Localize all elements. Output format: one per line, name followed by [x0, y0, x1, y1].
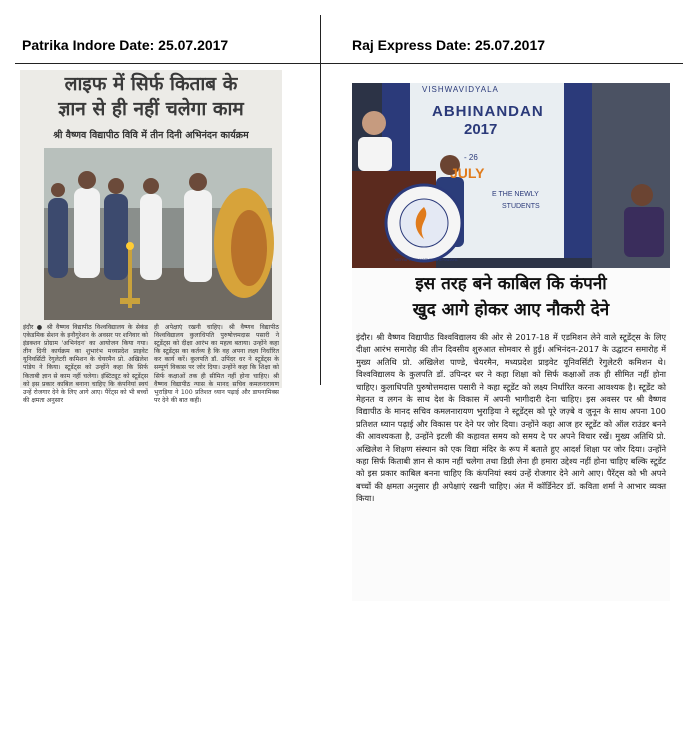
column-divider: [320, 15, 321, 385]
university-seal: VIDYAPEETH VISHWAVIDYALAYA: [394, 257, 458, 262]
patrika-headline-line1: लाइफ में सिर्फ किताब के: [64, 73, 238, 95]
banner-year-text: 2017: [464, 121, 498, 138]
banner-top-text: VISHWAVIDYALA: [422, 85, 499, 94]
patrika-news-clipping: [20, 70, 282, 404]
banner-month-text: JULY: [450, 165, 485, 181]
banner-tag-text-2: STUDENTS: [502, 203, 540, 210]
banner-date-text: - 26: [464, 153, 478, 162]
patrika-body-column-2: ही अपेक्षाएं रखनी चाहिए। श्री वैष्णव विद्यापीठ विश्वविद्यालय कुलाधिपति पुरुषोत्तमदास पसारी ने स्टूडेंट्स को दीक्षा आरंभ का महत्व बताया। उन्होंने कहा कि स्टूडेंट्स का कर्तव्य है कि वह अपना लक्ष्य निर्धारित कर कार्य करें। कुलपति डॉ. उपिंदर धर ने स्टूडेंट्स के सम्पूर्ण विकास पर जोर दिया। उन्होंने कहा कि शिक्षा को सिर्फ कक्षाओं तक ही सीमित नहीं होना चाहिए। श्री वैष्णव विद्यापीठ न्यास के मानद सचिव कमलनारायण भुराड़िया ने 100 प्रतिशत ध्यान पढ़ाई और डायनामिक्स पर देने की बात कही।: [154, 324, 279, 404]
raj-express-source-header: Raj Express Date: 25.07.2017: [352, 37, 546, 53]
patrika-source-header: Patrika Indore Date: 25.07.2017: [22, 37, 229, 53]
raj-express-headline-line2: खुद आगे होकर आए नौकरी देने: [412, 300, 610, 320]
banner-abhinandan-text: ABHINANDAN: [432, 103, 544, 120]
header-divider: [15, 63, 683, 64]
patrika-subheadline: श्री वैष्णव विद्यापीठ विवि में तीन दिनी अभिनंदन कार्यक्रम: [53, 130, 249, 141]
raj-express-headline-line1: इस तरह बने काबिल कि कंपनी: [415, 274, 607, 294]
patrika-event-photo: [44, 148, 272, 320]
patrika-body-column-1: इंदौर ● श्री वैष्णव विद्यापीठ विश्वविद्यालय के सेकंड एकेडमिक सेशन के इनौगुरेशन के अवसर पर शनिवार को इंडक्शन प्रोग्राम 'अभिनंदन' का आयोजन किया गया। तीन दिनी कार्यक्रम का शुभारंभ मध्यप्रदेश प्राइवेट यूनिवर्सिटी रेगुलेटरी कमिशन के चेयरमैन प्रो. अखिलेश पांडेय ने किया। स्टूडेंट्स को उन्होंने कहा कि सिर्फ किताबी ज्ञान से काम नहीं चलेगा। इंस्टिट्यूट को स्टूडेंट्स को इस प्रकार काबिल बनाना चाहिए कि कंपनियां स्वयं उन्हें रोजगार देने के लिए आगे आए। पैरेंट्स को भी बच्चों की क्षमता अनुसार: [23, 324, 148, 404]
raj-express-news-clipping: [352, 83, 670, 601]
patrika-article-body: [23, 324, 279, 404]
raj-express-headline: [352, 271, 670, 323]
raj-express-article-body: इंदौर। श्री वैष्णव विद्यापीठ विश्वविद्यालय की ओर से 2017-18 में एडमिशन लेने वाले स्टूडेंट्स के लिए दीक्षा आरंभ समारोह की तीन दिवसीय शुरुआत सोमवार से हुई। अभिनंदन-2017 के उद्घाटन समारोह में मुख्य अतिथि प्रो. अखिलेश पाण्डे, चेयरमैन, मध्यप्रदेश प्राइवेट यूनिवर्सिटी रेगुलेटरी कमिशन थे। विश्वविद्यालय के कुलपति डॉ. उपिन्दर धर ने कहा शिक्षा को सिर्फ कक्षाओं तक ही सीमित नहीं होना चाहिए। कुलाधिपति पुरुषोत्तमदास पसारी ने कहा स्टूडेंट को लक्ष्य निर्धारित करना आवश्यक है। स्टूडेंट को मेहनत व लगन के साथ देश के विकास में अपनी भागीदारी देना चाहिए। इस अवसर पर श्री वैष्णव विद्यापीठ के मानद सचिव कमलनारायण भुराड़िया ने स्टूडेंट्स को पूरे जज़्बे व जुनून के साथ अपना 100 प्रतिशत ध्यान पढ़ाई और विकास पर देने पर जोर दिया। उन्होंने कहा आज हर स्टूडेंट को ऑल राउंडर बनने की आवश्यकता है, उन्होंने इटली की कहावत समय को समय दे पर अपने विचार रखें। मुख्य अतिथि प्रो. अखिलेश ने शिक्षण संस्थान को एक विद्या मंदिर के रूप में बताते हुए आदर्श शिक्षा पर जोर दिया। उन्होंने कहा सिर्फ किताबी ज्ञान से काम नहीं चलेगा तथा डिग्री लेना ही हमारा उद्देश्य नहीं होना चाहिए बल्कि स्टूडेंट को इस प्रकार काबिल बनना चाहिए कि कंपनियां स्वयं उन्हें रोजगार देने आगे आए। पैरेंट्स को भी अपने बच्चों की क्षमता अनुसार ही अपेक्षाएं रखनी चाहिए। अंत में कॉर्डिनेटर डॉ. कविता शर्मा ने आभार व्यक्त किया।: [356, 332, 666, 504]
raj-express-event-photo: [352, 83, 670, 268]
banner-tag-text: E THE NEWLY: [492, 191, 539, 198]
patrika-headline-line2: ज्ञान से ही नहीं चलेगा काम: [58, 98, 244, 120]
patrika-headline: [20, 72, 282, 122]
